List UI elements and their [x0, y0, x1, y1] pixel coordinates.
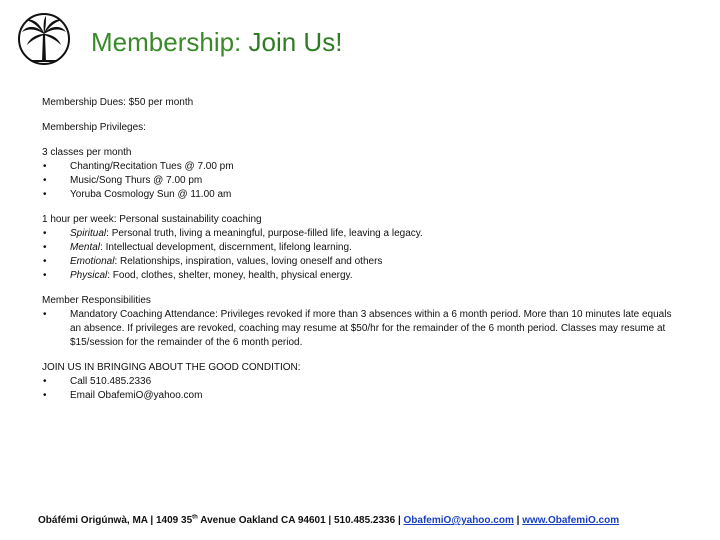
coaching-text: : Relationships, inspiration, values, loving oneself and others [114, 256, 383, 267]
coaching-text: : Intellectual development, discernment, lifelong learning. [100, 242, 352, 253]
membership-dues: Membership Dues: $50 per month [42, 97, 194, 108]
page-title [91, 27, 342, 57]
join-heading: JOIN US IN BRINGING ABOUT THE GOOD CONDITION: [42, 362, 301, 373]
coaching-text: : Personal truth, living a meaningful, purpose-filled life, leaving a legacy. [106, 228, 423, 239]
palm-tree-icon [17, 12, 71, 66]
bullet-icon: • [43, 175, 47, 186]
class-item-text: Music/Song Thurs @ 7.00 pm [70, 175, 203, 186]
list-item [42, 308, 682, 350]
privileges-heading: Membership Privileges: [42, 122, 146, 133]
footer-sup: th [192, 514, 198, 521]
bullet-icon: • [43, 309, 47, 320]
palm-tree-logo [17, 12, 71, 66]
coaching-label: Physical [70, 270, 108, 281]
join-list [42, 375, 682, 403]
list-item [42, 227, 682, 241]
list-item [42, 375, 682, 389]
footer-separator: | [513, 515, 523, 526]
coaching-heading: 1 hour per week: Personal sustainability coaching [42, 214, 262, 225]
bullet-icon: • [43, 270, 47, 281]
coaching-text: : Food, clothes, shelter, money, health, physical energy. [107, 270, 353, 281]
coaching-label: Spiritual [70, 228, 107, 239]
coaching-list [42, 227, 682, 283]
footer-web-link[interactable]: www.ObafemiO.com [522, 515, 620, 526]
bullet-icon: • [43, 189, 47, 200]
list-item [42, 241, 682, 255]
class-item-text: Yoruba Cosmology Sun @ 11.00 am [70, 189, 232, 200]
list-item [42, 160, 682, 174]
join-email-text: Email ObafemiO@yahoo.com [70, 390, 203, 401]
list-item [42, 255, 682, 269]
bullet-icon: • [43, 390, 47, 401]
class-item-text: Chanting/Recitation Tues @ 7.00 pm [70, 161, 234, 172]
footer-address: Avenue Oakland CA 94601 | 510.485.2336 | [197, 515, 404, 526]
coaching-label: Emotional [70, 256, 115, 267]
bullet-icon: • [43, 256, 47, 267]
footer [38, 515, 619, 526]
responsibilities-list [42, 308, 682, 350]
bullet-icon: • [43, 228, 47, 239]
join-call-text: Call 510.485.2336 [70, 376, 152, 387]
bullet-icon: • [43, 376, 47, 387]
title-membership: Membership: [91, 27, 242, 57]
list-item [42, 389, 682, 403]
footer-email-link[interactable]: ObafemiO@yahoo.com [403, 515, 514, 526]
responsibility-text: Mandatory Coaching Attendance: Privileges revoked if more than 3 absences within a 6 month period. More than 10 minutes late equals an absence. If privileges are revoked, coaching may resume at $50/hr for the remainder of the 6 month period. Classes may resume at $15/session for the remainder of the 6 month period. [70, 309, 672, 348]
content-body [42, 96, 682, 403]
footer-name: Obáfémi Origúnwà, MA | 1409 35 [38, 515, 193, 526]
classes-heading: 3 classes per month [42, 147, 132, 158]
title-join-us: Join Us! [241, 27, 343, 57]
responsibilities-heading: Member Responsibilities [42, 295, 151, 306]
list-item [42, 269, 682, 283]
list-item [42, 174, 682, 188]
classes-list [42, 160, 682, 202]
coaching-label: Mental [70, 242, 101, 253]
list-item [42, 188, 682, 202]
bullet-icon: • [43, 242, 47, 253]
bullet-icon: • [43, 161, 47, 172]
